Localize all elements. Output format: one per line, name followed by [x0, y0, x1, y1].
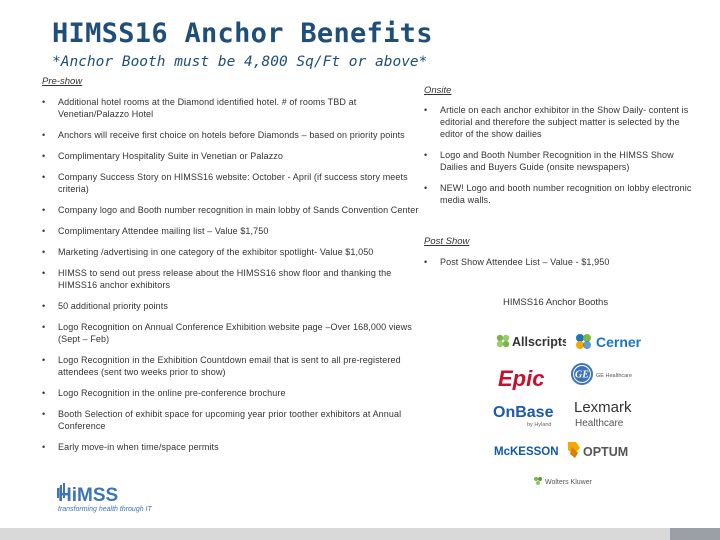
- preshow-item: • Complimentary Attendee mailing list – Value $1,750: [40, 225, 425, 237]
- onsite-list: [422, 104, 702, 215]
- ge-monogram: GE: [575, 369, 589, 381]
- optum-logo: [566, 439, 632, 466]
- epic-text: Epic: [498, 366, 545, 390]
- postshow-list: [422, 256, 702, 268]
- slide-title: HIMSS16 Anchor Benefits: [52, 18, 433, 49]
- footer-bar: [0, 528, 720, 540]
- himss-tagline: transforming health through IT: [58, 506, 152, 513]
- lexmark-sub: Healthcare: [575, 418, 624, 429]
- onsite-heading: Onsite: [424, 85, 452, 96]
- cerner-text: Cerner: [596, 334, 642, 350]
- preshow-item: • Logo Recognition on Annual Conference Exhibition website page –Over 168,000 views (Sept – Feb): [40, 321, 425, 345]
- optum-text: OPTUM: [583, 445, 629, 459]
- preshow-item: • 50 additional priority points: [40, 300, 425, 312]
- preshow-item: • Complimentary Hospitality Suite in Venetian or Palazzo: [40, 150, 425, 162]
- postshow-item: • Post Show Attendee List – Value - $1,950: [422, 256, 702, 268]
- lexmark-text: Lexmark: [574, 399, 632, 416]
- himss-name: HiMSS: [58, 485, 119, 506]
- preshow-item: • Additional hotel rooms at the Diamond identified hotel. # of rooms TBD at Venetian/Palazzo Hotel: [40, 96, 425, 120]
- onbase-logo: [493, 400, 559, 433]
- ge-healthcare-logo: [570, 361, 640, 392]
- onsite-item: • NEW! Logo and booth number recognition on lobby electronic media walls.: [422, 182, 702, 206]
- preshow-item: • Logo Recognition in the Exhibition Countdown email that is sent to all pre-registered attendees (sent two weeks prior to show): [40, 354, 425, 378]
- preshow-item: • HIMSS to send out press release about the HIMSS16 show floor and thanking the HIMSS16 anchor exhibitors: [40, 267, 425, 291]
- onsite-item: • Logo and Booth Number Recognition in the HIMSS Show Dailies and Buyers Guide (onsite newspapers): [422, 149, 702, 173]
- preshow-item: • Early move-in when time/space permits: [40, 441, 425, 453]
- preshow-item: • Booth Selection of exhibit space for upcoming year prior toother exhibitors at Annual Conference: [40, 408, 425, 432]
- onbase-sub: by Hyland: [527, 422, 552, 428]
- onsite-item: • Article on each anchor exhibitor in the Show Daily- content is editorial and therefore the subject matter is selected by the editor of the show dailies: [422, 104, 702, 140]
- ge-text: GE Healthcare: [596, 373, 633, 379]
- wolters-text: Wolters Kluwer: [545, 479, 592, 486]
- footer-bar-accent: [670, 528, 720, 540]
- himss-logo: [56, 478, 168, 519]
- wolters-kluwer-logo: [532, 474, 602, 493]
- preshow-item: • Company Success Story on HIMSS16 website: October - April (if success story meets criteria): [40, 171, 425, 195]
- allscripts-logo: [494, 332, 566, 357]
- postshow-heading: Post Show: [424, 236, 470, 247]
- cerner-logo: [574, 331, 646, 358]
- preshow-list: [40, 96, 425, 462]
- allscripts-text: Allscripts: [512, 335, 566, 349]
- epic-logo: [498, 366, 558, 395]
- slide-subtitle: *Anchor Booth must be 4,800 Sq/Ft or above*: [52, 54, 428, 70]
- preshow-item: • Marketing /advertising in one category of the exhibitor spotlight- Value $1,050: [40, 246, 425, 258]
- preshow-item: • Logo Recognition in the online pre-conference brochure: [40, 387, 425, 399]
- onbase-text: OnBase: [493, 404, 554, 421]
- preshow-heading: Pre-show: [42, 76, 83, 87]
- preshow-item: • Company logo and Booth number recognition in main lobby of Sands Convention Center: [40, 204, 425, 216]
- mckesson-logo: [494, 443, 562, 464]
- preshow-item: • Anchors will receive first choice on hotels before Diamonds – based on priority points: [40, 129, 425, 141]
- lexmark-logo: [574, 397, 646, 434]
- anchor-booths-label: HIMSS16 Anchor Booths: [503, 297, 609, 308]
- mckesson-text: McKESSON: [494, 446, 559, 458]
